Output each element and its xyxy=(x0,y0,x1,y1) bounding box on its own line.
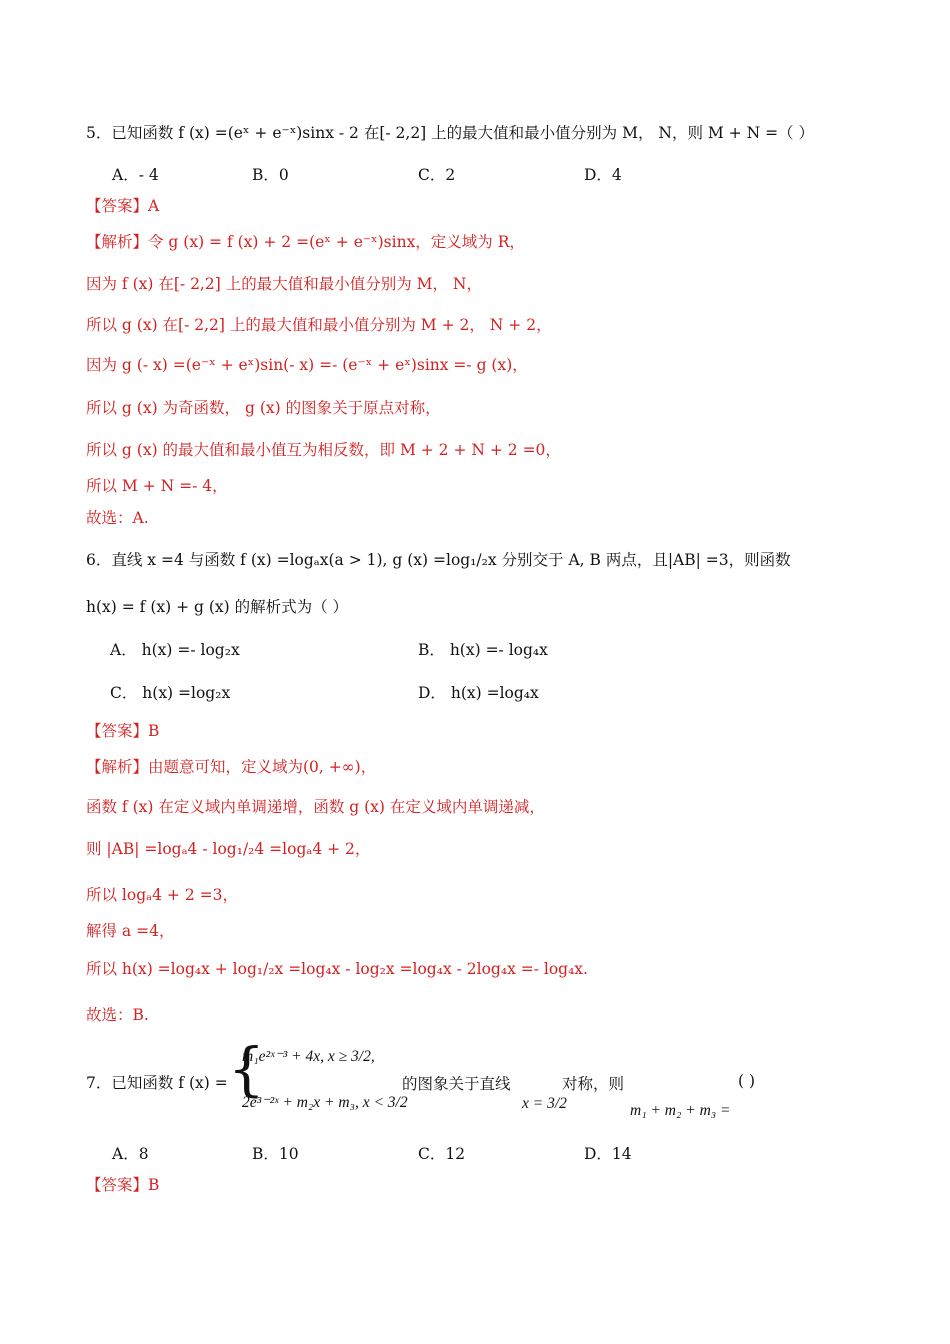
q5-answer: 【答案】A xyxy=(86,197,160,215)
q7-piece-2: 2e³⁻²ˣ + m₂x + m₃, x < 3/2 xyxy=(242,1094,408,1111)
q6-stem-line-1: 6．直线 x =4 与函数 f (x) =logₐx(a > 1), g (x) =log₁/₂x 分别交于 A, B 两点，且|AB| =3，则函数 xyxy=(86,551,791,569)
q5-option-a: A．- 4 xyxy=(112,166,159,184)
q5-analysis-line: 所以 g (x) 为奇函数， g (x) 的图象关于原点对称， xyxy=(86,399,441,417)
q7-stem-mid: 的图象关于直线 xyxy=(402,1075,511,1093)
q7-option-d: D．14 xyxy=(584,1145,632,1163)
q6-analysis-line: 故选：B. xyxy=(86,1006,149,1024)
q7-answer-paren: ( ) xyxy=(738,1072,756,1090)
q7-sum-expression: m₁ + m₂ + m₃ = xyxy=(630,1102,731,1119)
q6-answer: 【答案】B xyxy=(86,722,160,740)
q7-option-b: B．10 xyxy=(252,1145,299,1163)
q6-analysis-line: 解得 a =4， xyxy=(86,922,175,940)
q7-option-a: A．8 xyxy=(112,1145,149,1163)
piecewise-brace: { xyxy=(228,1035,265,1103)
q5-analysis-line: 所以 g (x) 在[- 2,2] 上的最大值和最小值分别为 M + 2， N + 2， xyxy=(86,316,552,334)
q6-analysis-line: 函数 f (x) 在定义域内单调递增，函数 g (x) 在定义域内单调递减， xyxy=(86,798,545,816)
q6-analysis-line: 所以 logₐ4 + 2 =3， xyxy=(86,886,238,904)
q5-option-c: C．2 xyxy=(418,166,456,184)
q5-analysis-line: 所以 M + N =- 4， xyxy=(86,477,228,495)
q6-analysis-line: 则 |AB| =logₐ4 - log₁/₂4 =logₐ4 + 2， xyxy=(86,840,371,858)
q5-analysis-line: 故选：A. xyxy=(86,509,149,527)
q5-analysis-line: 因为 g (- x) =(e⁻ˣ + eˣ)sin(- x) =- (e⁻ˣ + eˣ)sinx =- g (x)， xyxy=(86,356,528,374)
q5-option-b: B．0 xyxy=(252,166,289,184)
q6-stem-line-2: h(x) = f (x) + g (x) 的解析式为（ ） xyxy=(86,598,349,616)
q6-option-b: B． h(x) =- log₄x xyxy=(418,641,548,659)
q5-analysis-line: 所以 g (x) 的最大值和最小值互为相反数，即 M + 2 + N + 2 =0， xyxy=(86,441,561,459)
q7-stem-end: 对称，则 xyxy=(562,1075,625,1093)
q6-option-a: A． h(x) =- log₂x xyxy=(110,641,240,659)
q5-option-d: D．4 xyxy=(584,166,622,184)
q7-stem-prefix: 7．已知函数 f (x) = xyxy=(86,1074,228,1092)
q6-option-c: C． h(x) =log₂x xyxy=(110,684,231,702)
q5-analysis-line: 【解析】令 g (x) = f (x) + 2 =(eˣ + e⁻ˣ)sinx，定义域为 R， xyxy=(86,233,525,251)
q7-answer: 【答案】B xyxy=(86,1176,160,1194)
q7-piece-1: m₁e²ˣ⁻³ + 4x, x ≥ 3/2, xyxy=(242,1048,375,1065)
q6-option-d: D． h(x) =log₄x xyxy=(418,684,539,702)
q5-stem: 5．已知函数 f (x) =(eˣ + e⁻ˣ)sinx - 2 在[- 2,2] 上的最大值和最小值分别为 M， N，则 M + N =（ ） xyxy=(86,124,814,142)
q6-analysis-line: 所以 h(x) =log₄x + log₁/₂x =log₄x - log₂x =log₄x - 2log₄x =- log₄x. xyxy=(86,960,588,978)
q6-analysis-line: 【解析】由题意可知，定义域为(0, +∞)， xyxy=(86,758,377,776)
q7-symmetry-axis: x = 3/2 xyxy=(522,1095,567,1112)
q5-analysis-line: 因为 f (x) 在[- 2,2] 上的最大值和最小值分别为 M， N， xyxy=(86,275,482,293)
q7-option-c: C．12 xyxy=(418,1145,466,1163)
